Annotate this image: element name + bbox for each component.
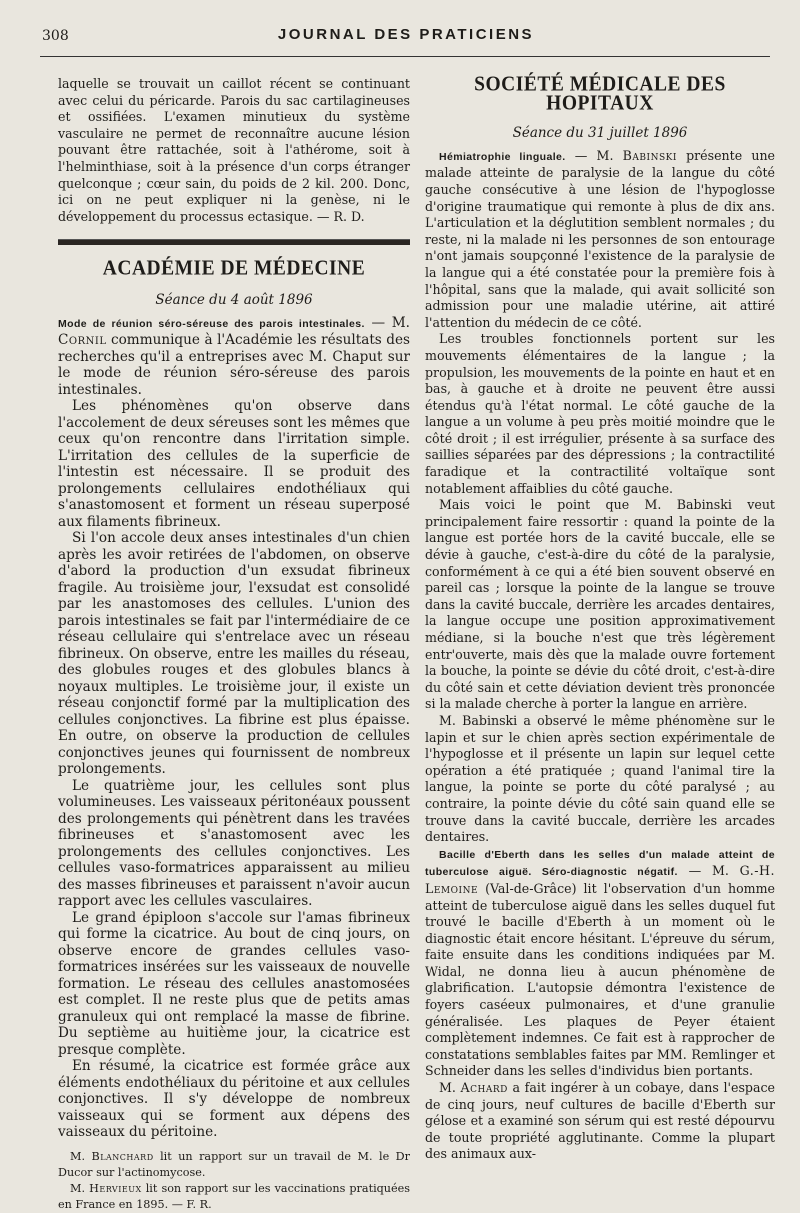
note-paragraph: M. Blanchard lit un rapport sur un travail de M. le Dr Ducor sur l'actinomycose. (58, 1149, 410, 1179)
body-paragraph: Le quatrième jour, les cellules sont plus volumineuses. Les vaisseaux péritonéaux poussent des prolongements qui pénètrent dans les travées fibrineuses et s'anastomosent avec les prolongements des cellules conjonctives. Les cellules vaso-formatrices apparaissent au milieu des masses fibrineuses et paraissent n'avoir aucun rapport avec les cellules vasculaires. (58, 777, 410, 910)
topic-heading: Mode de réunion séro-séreuse des parois intestinales. (58, 317, 365, 330)
body-paragraph: Le grand épiploon s'accole sur l'amas fibrineux qui forme la cicatrice. Au bout de cinq jours, on observe encore de grandes cellules vaso-formatrices insérées sur les vaisseaux de nouvelle formation. Le réseau des cellules anastomosées est complet. Il ne reste plus que de petits amas granuleux qui ont remplacé la masse de fibrine. Du septième au huitième jour, la cicatrice est presque complète. (58, 909, 410, 1058)
author-name: Achard (460, 1080, 508, 1096)
body-paragraph: M. Babinski a observé le même phénomène sur le lapin et sur le chien après section expérimentale de l'hypoglosse et il présente un lapin sur lequel cette opération a été pratiquée ; quand l'animal tire la langue, la pointe se porte du côté paralysé ; au contraire, la pointe dévie du côté sain quand elle se trouve dans la cavité buccale, derrière les arcades dentaires. (425, 712, 775, 845)
topic-heading: Bacille d'Eberth dans les selles d'un malade atteint de tuberculose aiguë. Séro-diagnostic négatif. (425, 848, 775, 879)
academie-notes (58, 1149, 410, 1213)
section-divider (58, 239, 410, 245)
body-paragraph: Les phénomènes qu'on observe dans l'accolement de deux séreuses sont les mêmes que ceux qu'on rencontre dans l'irritation simple. L'irritation des cellules de la superficie de l'intestin est nécessaire. Il se produit des prolongements cellulaires endothéliaux qui s'anastomosent et forment un réseau superposé aux filaments fibrineux. (58, 398, 410, 530)
topic-paragraph: Mode de réunion séro-séreuse des parois intestinales. — M. Cornil communique à l'Académie les résultats des recherches qu'il a entreprises avec M. Chaput sur le mode de réunion séro-séreuse des parois intestinales. (58, 314, 410, 398)
author-name: Cornil (58, 332, 107, 349)
body-paragraph: Mais voici le point que M. Babinski veut principalement faire ressortir : quand la pointe de la langue est portée hors de la cavité buccale, elle se dévie à gauche, c'est-à-dire du côté de la paralysie, conformément à ce qui a été bien souvent observé en pareil cas ; lorsque la pointe de la langue se trouve dans la cavité buccale, derrière les arcades dentaires, la langue occupe une position approximativement médiane, si la bouche n'est que très légèrement entr'ouverte, mais dès que la malade ouvre fortement la bouche, la pointe se dévie du côté droit, c'est-à-dire du côté sain et cette déviation devient très prononcée si la malade cherche à porter la langue en arrière. (425, 497, 775, 712)
right-column (425, 73, 776, 1163)
body-text: a fait ingérer à un cobaye, dans l'espace de cinq jours, neuf cultures de bacille d'Eberth sur gélose et a examiné son sérum qui est resté dépourvu de toute propriété agglutinante. Comme la plupart des animaux aux- (425, 1080, 776, 1162)
note-paragraph: M. Hervieux lit son rapport sur les vaccinations pratiquées en France en 1895. — F. R. (58, 1181, 410, 1211)
body-paragraph: Si l'on accole deux anses intestinales d'un chien après les avoir retirées de l'abdomen, on observe d'abord la production d'un exsudat fibrineux fragile. Au troisième jour, l'exsudat est consolidé par les anastomoses des cellules. L'union des parois intestinales se fait par l'intermédiaire de ce réseau cellulaire qui s'entrelace avec un réseau fibrineux. On observe, entre les mailles du réseau, des globules rouges et des globules blancs à noyaux multiples. Le troisième jour, il existe un réseau conjonctif formé par la multiplication des cellules conjonctives. La fibrine est plus épaisse. En outre, on observe la production de cellules conjonctives jeunes qui fournissent de nombreux prolongements. (58, 530, 410, 778)
body-paragraph: Les troubles fonctionnels portent sur les mouvements élémentaires de la langue ; la propulsion, les mouvements de la pointe en haut et en bas, à gauche et à droite ne peuvent être aussi étendus qu'à l'état normal. Le côté gauche de la langue a un volume à peu près moitié moindre que le côté droit ; il est irrégulier, présente à sa surface des saillies séparées par des dépressions ; la contractilité faradique et la contractilité voltaïque sont notablement affaiblies du côté gauche. (425, 331, 775, 496)
topic-heading: Hémiatrophie linguale. (439, 150, 566, 163)
session-date: Séance du 4 août 1896 (155, 291, 313, 308)
topic-text: (Val-de-Grâce) lit l'observation d'un homme atteint de tuberculose aiguë dans les selles duquel fut trouvé le bacille d'Eberth à un moment où le diagnostic était encore hésitant. L'épreuve du sérum, faite ensuite dans les conditions indiquées par M. Widal, ne donna lieu à aucun phénomène de glabrification. L'autopsie démontra l'existence de foyers caséeux pulmonaires, et d'une granulie généralisée. Les plaques de Peyer étaient complètement indemnes. Ce fait est à rapprocher de constatations semblables faites par MM. Remlinger et Schneider dans les selles d'individus bien portants. (425, 880, 775, 1079)
page-header (38, 24, 774, 48)
page-number: 308 (42, 28, 69, 44)
author-name: Babinski (622, 147, 677, 163)
note-text: lit un rapport sur un travail de M. le Dr Ducor sur l'actinomycose. (58, 1149, 410, 1179)
header-rule (40, 56, 770, 57)
body-paragraph: En résumé, la cicatrice est formée grâce aux éléments endothéliaux du péritoine et aux cellules conjonctives. Il s'y développe de nombreux vaisseaux qui se forment aux dépens des vaisseaux du péritoine. (58, 1058, 410, 1141)
left-column (58, 76, 410, 1213)
topic-text: communique à l'Académie les résultats des recherches qu'il a entreprises avec M. Chaput sur le mode de réunion séro-séreuse des parois intestinales. (58, 332, 410, 398)
body-paragraph: M. Achard a fait ingérer à un cobaye, dans l'espace de cinq jours, neuf cultures de bacille d'Eberth sur gélose et a examiné son sérum qui est resté dépourvu de toute propriété agglutinante. Comme la plupart des animaux aux- (425, 1080, 776, 1162)
section-title-academie: ACADÉMIE DE MÉDECINE (102, 257, 366, 281)
author-name: Blanchard (91, 1149, 154, 1163)
journal-title: JOURNAL DES PRATICIENS (277, 26, 535, 43)
author-name: Hervieux (89, 1181, 142, 1195)
note-text: lit son rapport sur les vaccinations pratiquées en France en 1895. — F. R. (58, 1181, 410, 1211)
academie-body (58, 315, 410, 1141)
topic-text: présente une malade atteinte de paralysie de la langue du côté gauche consécutive à une lésion de l'hypoglosse d'origine traumatique qui remonte à plus de dix ans. L'articulation et la déglutition semblent normales ; du reste, ni la malade ni les personnes de son entourage n'ont jamais soupçonné l'existence de la paralysie de la langue qui a été constatée pour la première fois à l'hôpital, sans que la malade, qui avait sollicité son admission pour une maladie utérine, ait attiré l'attention du médecin de ce côté. (425, 147, 776, 330)
topic-paragraph: Bacille d'Eberth dans les selles d'un malade atteint de tuberculose aiguë. Séro-diagnostic négatif. — M. G.-H. Lemoine (Val-de-Grâce) lit l'observation d'un homme atteint de tuberculose aiguë dans les selles duquel fut trouvé le bacille d'Eberth à un moment où le diagnostic était encore hésitant. L'épreuve du sérum, faite ensuite dans les conditions indiquées par M. Widal, ne donna lieu à aucun phénomène de glabrification. L'autopsie démontra l'existence de foyers caséeux pulmonaires, et d'une granulie généralisée. Les plaques de Peyer étaient complètement indemnes. Ce fait est à rapprocher de constatations semblables faites par MM. Remlinger et Schneider dans les selles d'individus bien portants. (425, 848, 775, 1079)
continuation-paragraph: laquelle se trouvait un caillot récent se continuant avec celui du péricarde. Parois du sac cartilagineuses et ossifiées. L'examen minutieux du système vasculaire ne permet de reconnaître aucune lésion pouvant être rattachée, soit à l'athérome, soit à l'helminthiase, soit à la présence d'un corps étranger quelconque ; cœur sain, du poids de 2 kil. 200. Donc, ici on ne peut expliquer ni la genèse, ni le développement du processus ectasique. — R. D. (58, 76, 410, 224)
session-date: Séance du 31 juillet 1896 (512, 125, 688, 142)
section-title-societe: SOCIÉTÉ MÉDICALE DES HOPITAUX (474, 73, 726, 115)
author-name: G.-H. Lemoine (425, 863, 775, 896)
topic-paragraph: Hémiatrophie linguale. — M. Babinski présente une malade atteinte de paralysie de la langue du côté gauche consécutive à une lésion de l'hypoglosse d'origine traumatique qui remonte à plus de dix ans. L'articulation et la déglutition semblent normales ; du reste, ni la malade ni les personnes de son entourage n'ont jamais soupçonné l'existence de la paralysie de la langue qui a été constatée pour la première fois à l'hôpital, sans que la malade, qui avait sollicité son admission pour une maladie utérine, ait attiré l'attention du médecin de ce côté. (425, 147, 776, 330)
